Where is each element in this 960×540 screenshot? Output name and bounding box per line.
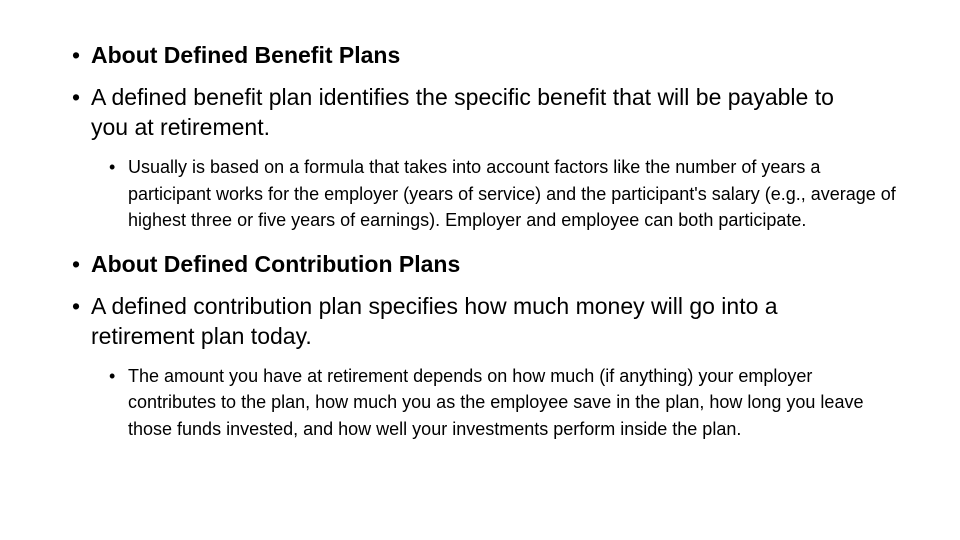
- section-detail: [72, 363, 872, 443]
- bullet-icon: •: [72, 292, 81, 319]
- heading-text: About Defined Benefit Plans: [91, 42, 401, 68]
- section-heading: [72, 40, 862, 70]
- bullet-icon: •: [72, 42, 81, 68]
- bullet-icon: •: [109, 157, 116, 177]
- detail-text: Usually is based on a formula that takes into account factors like the number of years a participant works for the employer (years of service) and the participant's salary (e.g., average of highest three or five years of earnings). Employer and employee can both participate.: [128, 157, 896, 230]
- bullet-icon: •: [72, 250, 81, 277]
- detail-text: The amount you have at retirement depends on how much (if anything) your employer contributes to the plan, how much you as the employee save in the plan, how long you leave those funds invested, and how well your investments perform inside the plan.: [128, 365, 864, 439]
- section-statement: [72, 291, 862, 351]
- section-statement: [72, 82, 862, 142]
- bullet-icon: •: [72, 84, 81, 110]
- section-detail: [72, 154, 902, 234]
- statement-text: A defined contribution plan specifies how much money will go into a retirement plan today.: [91, 292, 778, 349]
- heading-text: About Defined Contribution Plans: [91, 250, 461, 277]
- statement-text: A defined benefit plan identifies the specific benefit that will be payable to you at retirement.: [91, 84, 834, 140]
- section-heading: [72, 249, 862, 279]
- bullet-icon: •: [109, 365, 116, 386]
- slide-content: [72, 40, 896, 453]
